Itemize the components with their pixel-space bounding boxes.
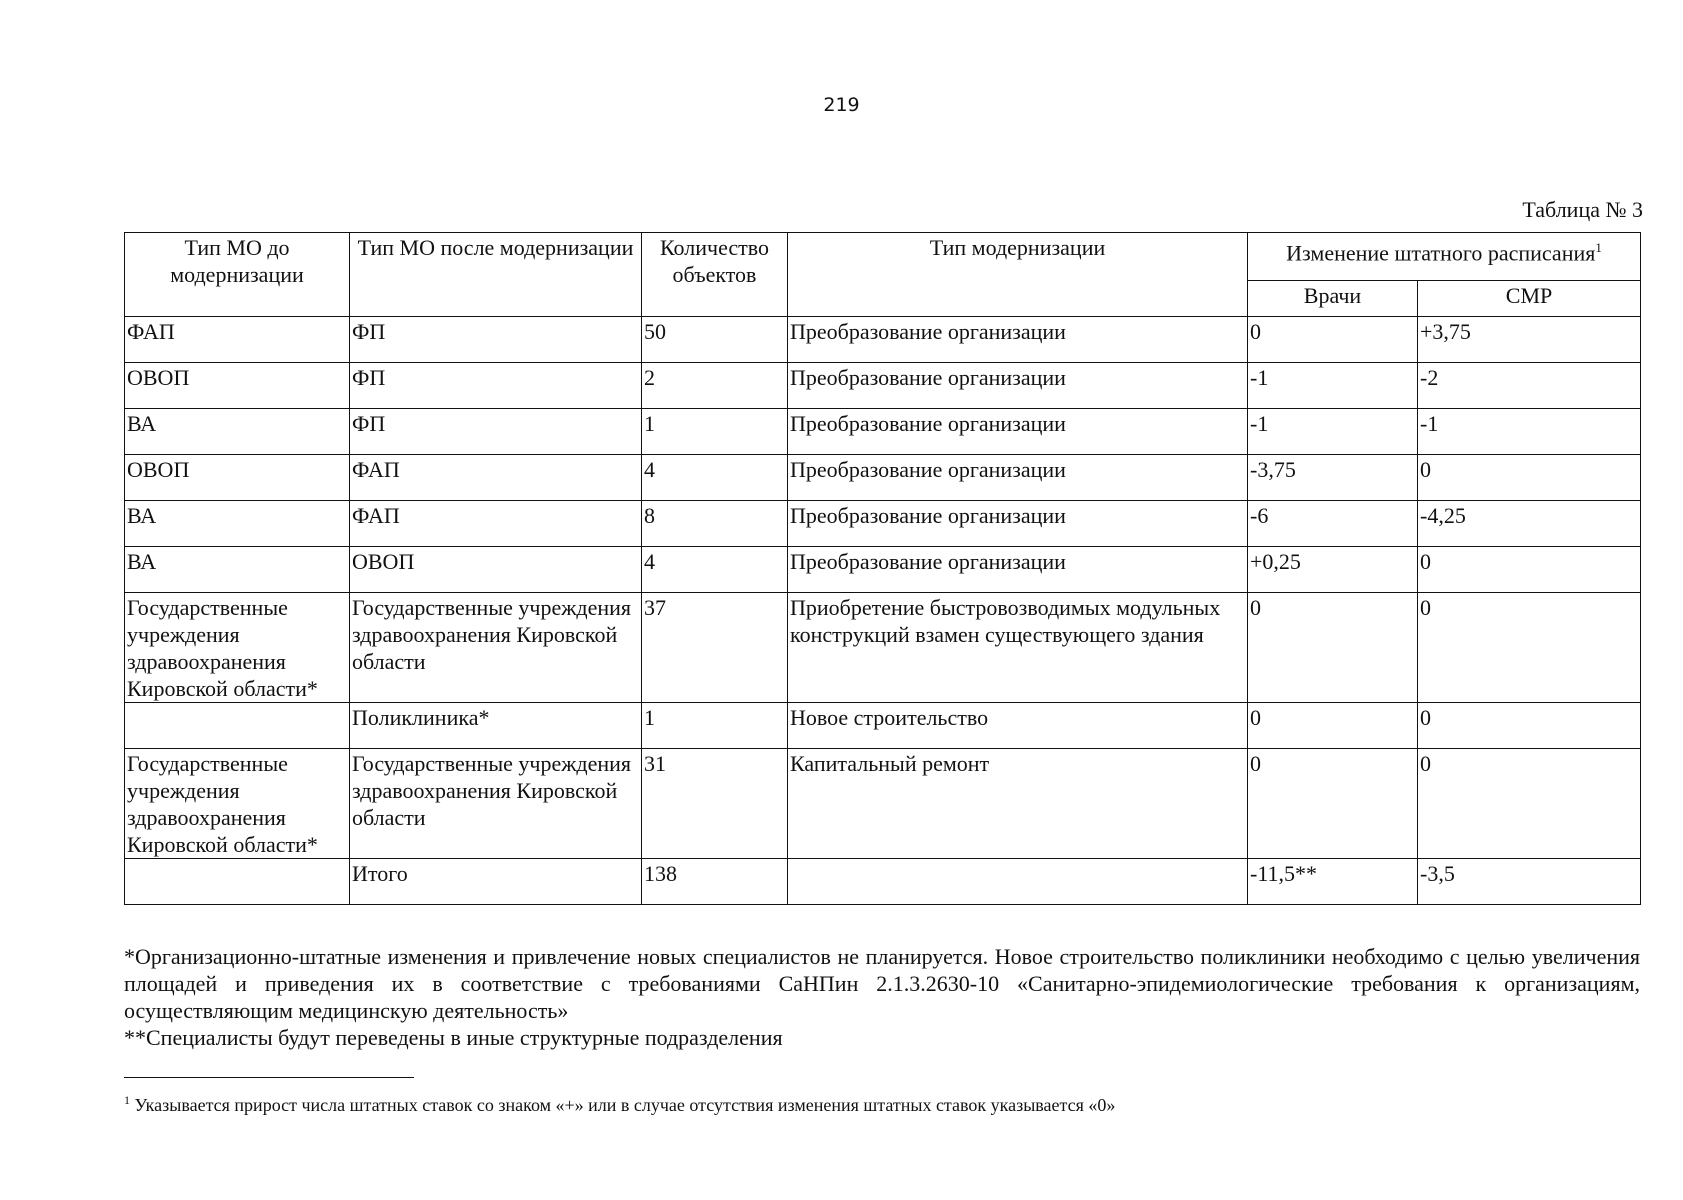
header-nurses: СМР xyxy=(1418,281,1641,317)
cell-nurses: 0 xyxy=(1418,547,1641,593)
cell-doctors: 0 xyxy=(1248,749,1418,859)
cell-type: Преобразование организации xyxy=(788,317,1248,363)
header-footnote-mark: 1 xyxy=(1595,240,1602,255)
cell-before xyxy=(125,859,350,905)
cell-doctors: -1 xyxy=(1248,409,1418,455)
cell-count: 50 xyxy=(642,317,788,363)
table-row xyxy=(125,703,1641,749)
cell-nurses: 0 xyxy=(1418,703,1641,749)
cell-doctors: +0,25 xyxy=(1248,547,1418,593)
cell-before: ФАП xyxy=(125,317,350,363)
cell-doctors: -6 xyxy=(1248,501,1418,547)
header-doctors: Врачи xyxy=(1248,281,1418,317)
cell-before xyxy=(125,703,350,749)
total-nurses: -3,5 xyxy=(1418,859,1641,905)
cell-count: 1 xyxy=(642,409,788,455)
cell-count: 2 xyxy=(642,363,788,409)
cell-doctors: -3,75 xyxy=(1248,455,1418,501)
footnote-text: Указывается прирост числа штатных ставок со знаком «+» или в случае отсутствия изменения штатных ставок указывается «0» xyxy=(130,1095,1116,1115)
cell-after: ФП xyxy=(350,363,642,409)
note-single-asterisk: *Организационно-штатные изменения и привлечение новых специалистов не планируется. Новое строительство поликлиники необходимо с целью увеличения площадей и приведения их в соответствие с требованиями СаНПин 2.1.3.2630-10 «Санитарно-эпидемиологические требования к организациям, осуществляющим медицинскую деятельность» xyxy=(124,944,1640,1023)
header-modernization: Тип модернизации xyxy=(788,233,1248,317)
table-row xyxy=(125,547,1641,593)
cell-type: Преобразование организации xyxy=(788,363,1248,409)
cell-before: Государственные учреждения здравоохранения Кировской области* xyxy=(125,749,350,859)
table-row xyxy=(125,749,1641,859)
cell-type: Преобразование организации xyxy=(788,455,1248,501)
cell-type: Приобретение быстровозводимых модульных конструкций взамен существующего здания xyxy=(788,593,1248,703)
table-row xyxy=(125,593,1641,703)
cell-after: ФП xyxy=(350,409,642,455)
cell-count: 4 xyxy=(642,455,788,501)
cell-nurses: -2 xyxy=(1418,363,1641,409)
cell-count: 4 xyxy=(642,547,788,593)
cell-before: ВА xyxy=(125,547,350,593)
header-after: Тип МО после модернизации xyxy=(350,233,642,317)
cell-before: ОВОП xyxy=(125,455,350,501)
page-number: 219 xyxy=(823,94,860,116)
cell-nurses: +3,75 xyxy=(1418,317,1641,363)
footnote xyxy=(124,1089,1115,1116)
cell-before: Государственные учреждения здравоохранения Кировской области* xyxy=(125,593,350,703)
table-caption: Таблица № 3 xyxy=(1522,197,1643,222)
cell-doctors: 0 xyxy=(1248,703,1418,749)
cell-nurses: 0 xyxy=(1418,455,1641,501)
total-label: Итого xyxy=(350,859,642,905)
cell-after: ФП xyxy=(350,317,642,363)
cell-before: ВА xyxy=(125,501,350,547)
cell-after: ФАП xyxy=(350,501,642,547)
header-before: Тип МО до модернизации xyxy=(125,233,350,317)
cell-after: ФАП xyxy=(350,455,642,501)
cell-type xyxy=(788,859,1248,905)
table-notes xyxy=(124,943,1640,1051)
table-row xyxy=(125,455,1641,501)
header-staff-change xyxy=(1248,233,1641,281)
cell-nurses: 0 xyxy=(1418,749,1641,859)
footnote-mark: 1 xyxy=(124,1093,130,1107)
cell-type: Преобразование организации xyxy=(788,547,1248,593)
cell-count: 8 xyxy=(642,501,788,547)
cell-count: 1 xyxy=(642,703,788,749)
table-row xyxy=(125,409,1641,455)
cell-doctors: 0 xyxy=(1248,317,1418,363)
table-row xyxy=(125,501,1641,547)
cell-nurses: -1 xyxy=(1418,409,1641,455)
cell-count: 31 xyxy=(642,749,788,859)
modernization-table xyxy=(124,232,1641,905)
table-row xyxy=(125,317,1641,363)
total-count: 138 xyxy=(642,859,788,905)
cell-after: Поликлиника* xyxy=(350,703,642,749)
cell-nurses: -4,25 xyxy=(1418,501,1641,547)
cell-type: Преобразование организации xyxy=(788,409,1248,455)
header-staff-change-label: Изменение штатного расписания xyxy=(1286,240,1596,266)
cell-after: Государственные учреждения здравоохранения Кировской области xyxy=(350,593,642,703)
total-doctors: -11,5** xyxy=(1248,859,1418,905)
cell-before: ОВОП xyxy=(125,363,350,409)
cell-count: 37 xyxy=(642,593,788,703)
cell-type: Капитальный ремонт xyxy=(788,749,1248,859)
cell-after: Государственные учреждения здравоохранения Кировской области xyxy=(350,749,642,859)
cell-doctors: 0 xyxy=(1248,593,1418,703)
total-row xyxy=(125,859,1641,905)
header-count: Количество объектов xyxy=(642,233,788,317)
cell-after: ОВОП xyxy=(350,547,642,593)
cell-doctors: -1 xyxy=(1248,363,1418,409)
cell-nurses: 0 xyxy=(1418,593,1641,703)
footnote-divider xyxy=(124,1077,414,1078)
cell-before: ВА xyxy=(125,409,350,455)
note-double-asterisk: **Специалисты будут переведены в иные структурные подразделения xyxy=(124,1025,783,1050)
cell-type: Преобразование организации xyxy=(788,501,1248,547)
table-row xyxy=(125,363,1641,409)
cell-type: Новое строительство xyxy=(788,703,1248,749)
